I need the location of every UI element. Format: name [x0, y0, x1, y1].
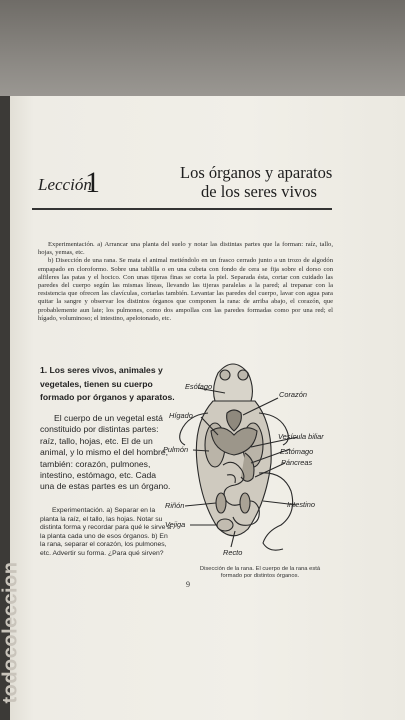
experiment-line-b: b) Disección de una rana. Se mata el animal metiéndolo en un frasco cerrado junto a un trozo de algodón empapado en cloroformo. Sobre una tablilla o en una cubeta con fondo de cera se fija sobre el dorso con alfileres las patas y el hocico. Con unas tijeras finas se corta la piel. Separada ésta, cortar con cuidado las paredes del cuerpo según las mismas líneas, llevando las tijeras paralelas a la pared; al trepanar con la resistencia que ofrecen las clavículas, cortarlas también. Levantar las paredes del cuerpo, lavar con agua para quitar la sangre y observar los distintos órganos que componen la rana: de arriba abajo, el corazón, que probablemente aun late; los pulmones, como dos ampollas con las paredes formadas como por una red; el hígado, voluminoso; el intestino, apelotonado, etc.	[38, 257, 333, 322]
lesson-label: Lección	[38, 175, 92, 194]
label-esofago: Esófago	[185, 382, 213, 391]
lesson-number: 1	[85, 166, 100, 199]
section-heading: 1. Los seres vivos, animales y vegetales, tienen su cuerpo formado por órganos y aparatos.	[40, 365, 175, 402]
title-rule	[32, 208, 332, 210]
label-estomago: Estómago	[280, 447, 314, 456]
experiment-block	[38, 241, 333, 323]
experiment-line-a: Experimentación. a) Arrancar una planta del suelo y notar las distintas partes que la forman: raíz, tallo, hojas, yemas, etc.	[38, 241, 333, 257]
watermark	[0, 545, 22, 720]
page-title-line1: Los órganos y aparatos	[180, 163, 333, 182]
label-vesicula: Vesícula biliar	[278, 432, 324, 441]
label-recto: Recto	[223, 548, 243, 557]
label-higado: Hígado	[169, 411, 193, 420]
figure-caption: Disección de la rana. El cuerpo de la rana está formado por distintos órganos.	[199, 566, 321, 580]
label-vejiga: Vejiga	[165, 520, 186, 529]
section-paragraph-text: El cuerpo de un vegetal está constituido por distintas partes: raíz, tallo, hojas, etc. El de un animal, y lo mismo el del hombre, también: corazón, pulmones, intestino, estómago, etc. Cada una de estas partes es un órgano.	[40, 413, 171, 492]
page-title-line2: de los seres vivos	[201, 182, 317, 201]
label-pulmon: Pulmón	[163, 445, 189, 454]
background-top	[0, 0, 405, 96]
label-corazon: Corazón	[279, 390, 307, 399]
frog-figure	[163, 353, 338, 558]
label-intestino: Intestino	[287, 500, 315, 509]
section-experiment	[40, 507, 172, 559]
label-pancreas: Páncreas	[281, 458, 313, 467]
section-paragraph	[40, 413, 172, 493]
label-rinon: Riñón	[165, 501, 185, 510]
section-experiment-text: Experimentación. a) Separar en la planta la raíz, el tallo, las hojas. Notar su distinta forma y recordar para qué le sirve a la planta cada uno de esos órganos. b) En la rana, separar el corazón, los pulmones, etc. Advertir su forma. ¿Para qué sirven?	[40, 507, 172, 557]
page-number: 9	[186, 580, 190, 589]
watermark-text: todocoleccion	[0, 561, 22, 704]
